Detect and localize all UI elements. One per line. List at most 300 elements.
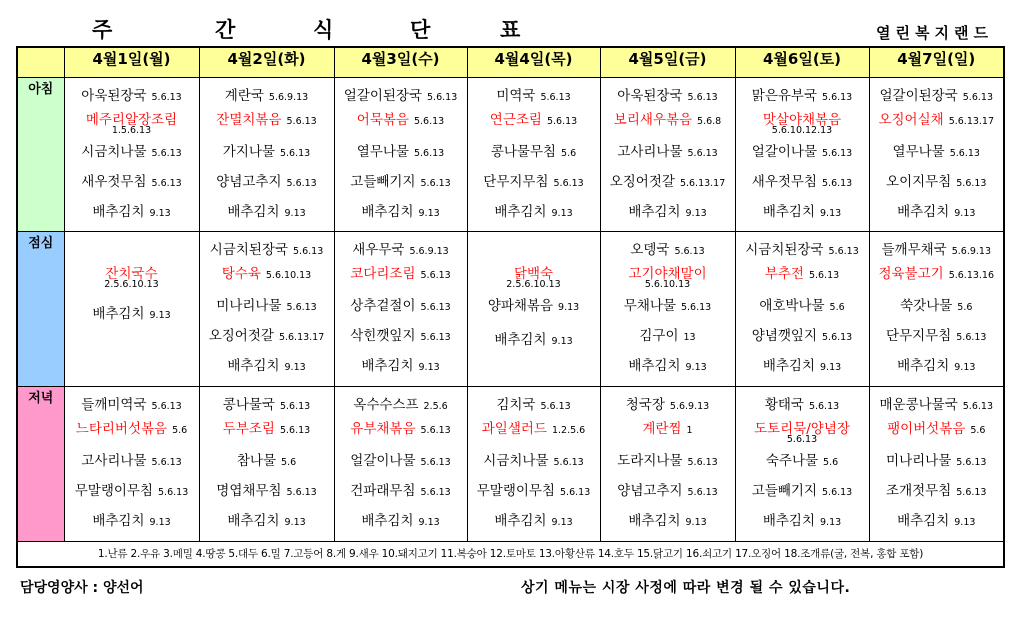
dish-name: 얼갈이나물 — [350, 452, 416, 469]
allergy-codes: 2.5.6.10.13 — [104, 279, 159, 291]
menu-item — [870, 170, 1004, 190]
menu-item — [736, 140, 869, 160]
allergy-codes: 5.6.13 — [540, 400, 571, 412]
menu-item — [870, 354, 1004, 374]
menu-item — [468, 262, 600, 291]
day-header: 4월1일(월) — [64, 47, 199, 78]
allergy-codes: 5.6.13 — [822, 332, 853, 344]
menu-cell — [334, 386, 467, 541]
menu-item — [468, 509, 600, 529]
allergy-codes: 9.13 — [820, 362, 842, 374]
allergy-codes: 5.6.13 — [687, 486, 718, 498]
allergy-codes: 13 — [683, 332, 696, 344]
dish-name: 오이지무침 — [886, 174, 952, 191]
dish-name: 잔멸치볶음 — [216, 112, 282, 129]
allergy-codes: 9.13 — [149, 516, 171, 528]
dish-name: 건파래무침 — [350, 482, 416, 499]
allergy-codes: 5.6 — [561, 148, 577, 160]
dish-name: 오징어젓갈 — [609, 174, 675, 191]
allergy-codes: 5.6.13.16 — [948, 270, 995, 282]
menu-item — [335, 479, 467, 499]
menu-cell-content — [870, 387, 1004, 541]
menu-item — [200, 449, 334, 469]
dish-name: 옥수수스프 — [353, 396, 419, 413]
dish-name: 배추김치 — [361, 358, 414, 375]
dish-name: 열무나물 — [356, 144, 409, 161]
menu-item — [736, 238, 869, 258]
allergy-codes: 5.6.13 — [420, 332, 451, 344]
allergy-codes: 9.13 — [284, 516, 306, 528]
allergy-codes: 9.13 — [149, 310, 171, 322]
menu-item — [468, 84, 600, 104]
allergy-codes: 5.6.13 — [553, 178, 584, 190]
dish-name: 양념깻잎지 — [751, 328, 817, 345]
menu-item — [65, 140, 199, 160]
allergy-codes: 5.6 — [172, 424, 188, 436]
menu-item — [200, 140, 334, 160]
menu-item — [200, 294, 334, 314]
menu-item — [335, 354, 467, 374]
menu-cell — [735, 78, 869, 232]
menu-item — [200, 479, 334, 499]
menu-item — [65, 479, 199, 499]
menu-item — [736, 324, 869, 344]
dish-name: 참나물 — [236, 452, 276, 469]
dish-name: 배추김치 — [227, 358, 280, 375]
allergy-codes: 5.6.13 — [420, 302, 451, 314]
allergy-codes: 9.13 — [551, 336, 573, 348]
menu-cell-content — [335, 232, 467, 385]
allergy-codes: 9.13 — [820, 208, 842, 220]
dish-name: 얼갈이나물 — [751, 144, 817, 161]
allergy-codes: 5.6.9.13 — [268, 92, 309, 104]
menu-cell — [467, 232, 600, 386]
dish-name: 배추김치 — [762, 358, 815, 375]
menu-item — [200, 84, 334, 104]
dish-name: 배추김치 — [227, 512, 280, 529]
allergy-codes: 5.6.9.13 — [669, 400, 710, 412]
org-name: 열린복지랜드 — [876, 24, 993, 42]
dish-name: 고기야채말이 — [628, 266, 707, 283]
dish-name: 콩나물국 — [222, 396, 275, 413]
dish-name: 가지나물 — [222, 144, 275, 161]
dish-name: 보리새우볶음 — [613, 112, 693, 129]
dish-name: 배추김치 — [92, 512, 145, 529]
allergy-codes: 5.6 — [970, 424, 986, 436]
dish-name: 얼갈이된장국 — [343, 88, 423, 105]
dish-name: 배추김치 — [628, 204, 681, 221]
dish-name: 과일샐러드 — [481, 420, 547, 437]
menu-item — [65, 417, 199, 437]
menu-cell — [600, 78, 735, 232]
dish-name: 배추김치 — [494, 332, 547, 349]
menu-cell-content — [200, 387, 334, 541]
title-char: 간 — [215, 18, 236, 42]
menu-cell-content — [870, 78, 1004, 231]
menu-cell — [467, 386, 600, 541]
allergy-codes: 5.6 — [957, 302, 973, 314]
allergy-codes: 5.6.13 — [687, 92, 718, 104]
menu-item — [200, 108, 334, 128]
menu-cell-content — [736, 232, 869, 385]
menu-item — [736, 84, 869, 104]
day-header: 4월7일(일) — [869, 47, 1004, 78]
menu-cell — [600, 232, 735, 386]
allergy-codes: 1 — [686, 424, 693, 436]
menu-item — [200, 238, 334, 258]
allergy-codes: 5.6.13 — [687, 148, 718, 160]
allergy-codes: 5.6.13 — [956, 178, 987, 190]
dietitian-label: 담당영양사 : 양선어 — [20, 580, 144, 596]
menu-item — [601, 294, 735, 314]
allergy-codes: 5.6.13 — [956, 332, 987, 344]
dish-name: 양념고추지 — [216, 174, 282, 191]
menu-cell — [199, 78, 334, 232]
day-header-row — [17, 47, 1004, 78]
dish-name: 황태국 — [764, 396, 804, 413]
allergy-codes: 9.13 — [551, 516, 573, 528]
menu-item — [65, 108, 199, 137]
dish-name: 배추김치 — [762, 512, 815, 529]
allergy-codes: 5.6.13.17 — [278, 332, 325, 344]
allergy-codes: 5.6.9.13 — [409, 246, 449, 258]
dish-name: 양념고추지 — [617, 482, 683, 499]
menu-item — [601, 140, 735, 160]
allergy-codes: 5.6.13 — [420, 486, 451, 498]
menu-item — [736, 449, 869, 469]
menu-item — [736, 509, 869, 529]
dish-name: 어묵볶음 — [356, 112, 409, 129]
dish-name: 얼갈이된장국 — [879, 88, 958, 105]
dish-name: 김치국 — [496, 396, 536, 413]
menu-item — [65, 84, 199, 104]
dish-name: 미역국 — [496, 88, 536, 105]
menu-item — [736, 200, 869, 220]
allergy-codes: 5.6.13 — [151, 148, 182, 160]
menu-item — [870, 324, 1004, 344]
allergy-codes: 5.6.13 — [413, 116, 445, 128]
dish-name: 무말랭이무침 — [476, 482, 556, 499]
allergy-codes: 5.6.13 — [420, 178, 451, 190]
allergy-codes: 5.6.13 — [420, 424, 451, 436]
allergy-codes: 5.6.13 — [279, 148, 311, 160]
dish-name: 배추김치 — [494, 512, 547, 529]
menu-cell — [199, 232, 334, 386]
dish-name: 유부채볶음 — [350, 420, 416, 437]
menu-item — [601, 108, 735, 128]
allergy-codes: 9.13 — [418, 208, 440, 220]
menu-item — [65, 509, 199, 529]
title-char: 표 — [500, 18, 521, 42]
allergy-codes: 5.6.13 — [151, 178, 182, 190]
allergy-legend: 1.난류 2.우유 3.메밀 4.땅콩 5.대두 6.밀 7.고등어 8.게 9.새우 10.돼지고기 11.복숭아 12.토마토 13.아황산류 14.호두 15.닭고기 16.쇠고기 17.오징어 18.조개류(굴, 전복, 홍합 포함) — [17, 541, 1004, 567]
allergy-codes: 9.13 — [685, 516, 707, 528]
menu-item — [200, 509, 334, 529]
menu-item — [601, 354, 735, 374]
dish-name: 배추김치 — [897, 204, 950, 221]
menu-cell — [64, 386, 199, 541]
allergy-codes: 5.6.13 — [286, 486, 317, 498]
menu-item — [736, 294, 869, 314]
menu-cell-content — [601, 78, 735, 231]
meal-label-dinner: 저녁 — [17, 386, 64, 541]
menu-cell — [600, 386, 735, 541]
menu-item — [468, 140, 600, 160]
dish-name: 정육불고기 — [878, 266, 944, 283]
dish-name: 무말랭이무침 — [74, 482, 154, 499]
dish-name: 탕수육 — [221, 266, 261, 283]
menu-cell-content — [335, 387, 467, 541]
dish-name: 아욱된장국 — [81, 88, 147, 105]
menu-item — [468, 200, 600, 220]
dish-name: 두부조림 — [222, 420, 275, 437]
menu-item — [601, 324, 735, 344]
allergy-codes: 5.6.13 — [560, 486, 591, 498]
dish-name: 미나리나물 — [886, 452, 952, 469]
dish-name: 코다리조림 — [350, 266, 416, 283]
allergy-codes: 5.6.13 — [540, 92, 571, 104]
dish-name: 배추김치 — [494, 204, 547, 221]
menu-item — [870, 200, 1004, 220]
allergy-codes: 9.13 — [954, 516, 976, 528]
dish-name: 배추김치 — [628, 358, 681, 375]
dish-name: 고들빼기지 — [751, 482, 817, 499]
dish-name: 부추전 — [764, 266, 804, 283]
dish-name: 애호박나물 — [759, 298, 825, 315]
allergy-codes: 5.6.13 — [962, 400, 993, 412]
allergy-codes: 5.6.13 — [822, 148, 853, 160]
menu-item — [200, 354, 334, 374]
dish-name: 계란국 — [224, 88, 264, 105]
menu-cell — [334, 232, 467, 386]
dish-name: 배추김치 — [897, 512, 950, 529]
day-header: 4월2일(화) — [199, 47, 334, 78]
title-row — [0, 0, 1019, 46]
dish-name: 단무지무침 — [886, 328, 952, 345]
menu-item — [736, 479, 869, 499]
menu-cell — [334, 78, 467, 232]
menu-item — [870, 84, 1004, 104]
title-char: 식 — [313, 18, 334, 42]
allergy-codes: 5.6.13 — [427, 92, 458, 104]
menu-cell-content — [736, 387, 869, 541]
dish-name: 도토리묵/양념장 — [754, 420, 850, 437]
allergy-codes: 9.13 — [551, 208, 573, 220]
menu-item — [870, 417, 1004, 437]
menu-item — [335, 262, 467, 282]
allergy-codes: 9.13 — [685, 208, 707, 220]
dish-name: 콩나물무침 — [490, 144, 557, 161]
dish-name: 배추김치 — [92, 204, 145, 221]
allergy-codes: 5.6.10.13 — [644, 279, 691, 291]
menu-cell-content — [601, 387, 735, 541]
menu-item — [870, 509, 1004, 529]
allergy-codes: 1.2.5.6 — [551, 424, 586, 436]
allergy-codes: 5.6.13.17 — [948, 116, 995, 128]
allergy-codes: 5.6.13 — [413, 148, 445, 160]
dish-name: 느타리버섯볶음 — [75, 420, 168, 437]
day-header: 4월6일(토) — [735, 47, 869, 78]
dish-name: 잔치국수 — [105, 266, 158, 283]
allergy-codes: 1.5.6.13 — [111, 125, 152, 137]
menu-item — [335, 238, 467, 258]
menu-item — [200, 393, 334, 413]
allergy-codes: 5.6.13 — [822, 486, 853, 498]
dish-name: 들깨무채국 — [881, 242, 947, 259]
menu-cell-content — [468, 232, 600, 385]
allergy-codes: 5.6.13 — [286, 116, 317, 128]
title-char: 단 — [410, 18, 431, 42]
menu-cell-content — [736, 78, 869, 231]
allergy-codes: 5.6.13 — [151, 400, 182, 412]
dinner-row — [17, 386, 1004, 541]
allergy-codes: 5.6.13 — [786, 433, 818, 445]
allergy-codes: 5.6.13 — [420, 270, 451, 282]
allergy-codes: 5.6.13 — [680, 302, 712, 314]
dish-name: 배추김치 — [628, 512, 681, 529]
allergy-codes: 5.6.13 — [828, 246, 859, 258]
allergy-codes: 5.6.13 — [286, 302, 317, 314]
meal-label-breakfast: 아침 — [17, 78, 64, 232]
menu-cell — [869, 232, 1004, 386]
dish-name: 배추김치 — [361, 512, 414, 529]
dish-name: 배추김치 — [227, 204, 280, 221]
menu-item — [870, 238, 1004, 258]
menu-cell-content — [468, 387, 600, 541]
dish-name: 팽이버섯볶음 — [887, 420, 966, 437]
menu-item — [736, 170, 869, 190]
allergy-codes: 5.6.13 — [956, 456, 987, 468]
menu-cell-content — [65, 78, 199, 231]
allergy-codes: 9.13 — [685, 362, 707, 374]
allergy-codes: 5.6 — [823, 456, 839, 468]
allergy-codes: 9.13 — [418, 362, 440, 374]
allergy-codes: 5.6.13 — [279, 424, 311, 436]
dish-name: 미나리나물 — [216, 298, 282, 315]
menu-item — [468, 393, 600, 413]
menu-item — [736, 354, 869, 374]
menu-item — [601, 84, 735, 104]
dish-name: 맑은유부국 — [751, 88, 817, 105]
menu-item — [335, 393, 467, 413]
menu-item — [335, 170, 467, 190]
allergy-row — [17, 541, 1004, 567]
dish-name: 시금치나물 — [483, 452, 549, 469]
menu-item — [335, 417, 467, 437]
menu-item — [200, 324, 334, 344]
allergy-codes: 5.6.13 — [151, 456, 182, 468]
allergy-codes: 5.6.13 — [553, 456, 584, 468]
dish-name: 닭백숙 — [513, 266, 554, 283]
day-header: 4월5일(금) — [600, 47, 735, 78]
menu-item — [335, 509, 467, 529]
dish-name: 오뎅국 — [630, 242, 670, 259]
menu-item — [200, 262, 334, 282]
dish-name: 새우젓무침 — [81, 174, 147, 191]
menu-item — [65, 200, 199, 220]
menu-cell — [735, 232, 869, 386]
menu-item — [870, 108, 1004, 128]
menu-item — [601, 170, 735, 190]
menu-item — [468, 294, 600, 314]
menu-item — [468, 170, 600, 190]
menu-item — [601, 449, 735, 469]
menu-cell-content — [65, 387, 199, 541]
menu-item — [736, 393, 869, 413]
dish-name: 매운콩나물국 — [879, 396, 958, 413]
menu-item — [65, 393, 199, 413]
allergy-codes: 5.6 — [829, 302, 845, 314]
menu-item — [736, 417, 869, 445]
menu-item — [736, 108, 869, 137]
menu-item — [601, 262, 735, 291]
dish-name: 쑥갓나물 — [900, 298, 953, 315]
allergy-codes: 9.13 — [284, 362, 306, 374]
menu-item — [335, 200, 467, 220]
menu-item — [335, 324, 467, 344]
dish-name: 연근조림 — [489, 112, 542, 129]
allergy-codes: 2.5.6.10.13 — [506, 279, 561, 291]
menu-item — [870, 140, 1004, 160]
dish-name: 메주리알장조림 — [85, 112, 178, 129]
dish-name: 청국장 — [625, 396, 665, 413]
title-char: 주 — [92, 18, 113, 42]
menu-cell-content — [335, 78, 467, 231]
menu-item — [200, 417, 334, 437]
menu-cell — [64, 78, 199, 232]
menu-cell-content — [200, 78, 334, 231]
allergy-codes: 5.6.13 — [822, 178, 853, 190]
dish-name: 양파채볶음 — [487, 298, 554, 315]
menu-cell-content — [65, 232, 199, 385]
menu-cell — [199, 386, 334, 541]
allergy-codes: 5.6.13 — [808, 270, 840, 282]
dish-name: 배추김치 — [762, 204, 815, 221]
menu-cell-content — [200, 232, 334, 385]
allergy-codes: 5.6.13 — [949, 148, 980, 160]
dish-name: 고들빼기지 — [350, 174, 416, 191]
allergy-codes: 5.6.8 — [697, 116, 722, 128]
menu-item — [736, 262, 869, 282]
menu-item — [65, 449, 199, 469]
dish-name: 김구이 — [639, 328, 679, 345]
menu-item — [870, 262, 1004, 282]
dish-name: 오징어젓갈 — [208, 328, 274, 345]
menu-item — [870, 393, 1004, 413]
menu-item — [870, 479, 1004, 499]
menu-item — [65, 262, 199, 291]
dish-name: 배추김치 — [92, 306, 145, 323]
allergy-codes: 5.6.13 — [687, 456, 718, 468]
dish-name: 맛살야채볶음 — [762, 112, 842, 129]
menu-cell-content — [468, 78, 600, 231]
allergy-codes: 5.6.13.17 — [679, 178, 726, 190]
menu-cell — [869, 78, 1004, 232]
allergy-codes: 5.6.13 — [962, 92, 993, 104]
menu-cell — [64, 232, 199, 386]
allergy-codes: 5.6.9.13 — [951, 246, 991, 258]
menu-cell — [467, 78, 600, 232]
dish-name: 무채나물 — [623, 298, 676, 315]
dish-name: 시금치된장국 — [745, 242, 824, 259]
allergy-codes: 5.6.10.13 — [265, 270, 312, 282]
weekly-menu-table — [16, 46, 1005, 568]
menu-item — [335, 108, 467, 128]
allergy-codes: 9.13 — [820, 516, 842, 528]
dish-name: 오징어실채 — [878, 112, 944, 129]
allergy-codes: 9.13 — [954, 208, 976, 220]
menu-item — [200, 170, 334, 190]
